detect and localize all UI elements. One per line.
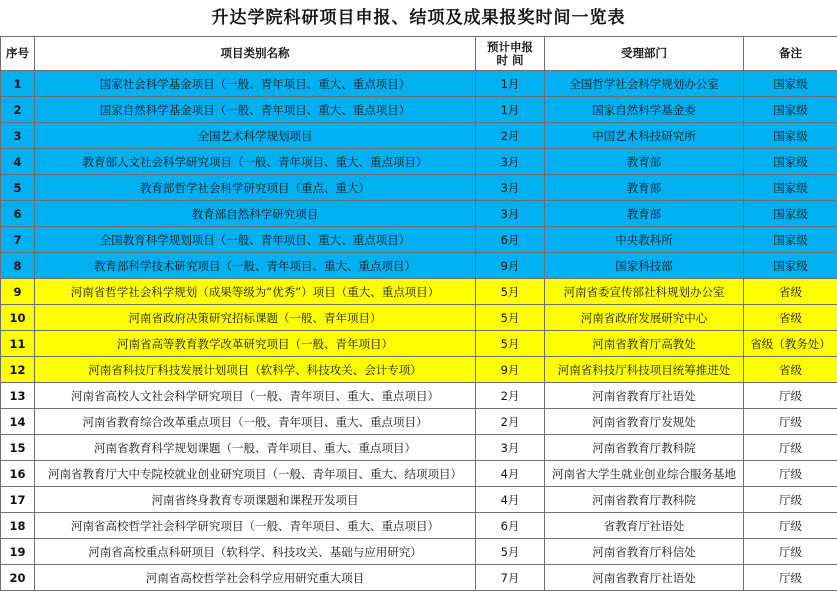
cell-no[interactable]: 18 bbox=[1, 513, 35, 539]
cell-time[interactable]: 1月 bbox=[476, 97, 545, 123]
cell-name[interactable]: 教育部自然科学研究项目 bbox=[35, 201, 476, 227]
cell-dept[interactable]: 河南省大学生就业创业综合服务基地 bbox=[545, 461, 744, 487]
table-row bbox=[1, 97, 837, 123]
table-row bbox=[1, 175, 837, 201]
project-table bbox=[0, 36, 837, 591]
cell-time[interactable]: 7月 bbox=[476, 565, 545, 591]
cell-no[interactable]: 3 bbox=[1, 123, 35, 149]
cell-dept[interactable]: 河南省政府发展研究中心 bbox=[545, 305, 744, 331]
cell-time[interactable]: 1月 bbox=[476, 71, 545, 97]
header-time-line2: 时 间 bbox=[496, 52, 524, 67]
cell-time[interactable]: 3月 bbox=[476, 175, 545, 201]
cell-dept[interactable]: 河南省教育厅高教处 bbox=[545, 331, 744, 357]
cell-dept[interactable]: 教育部 bbox=[545, 149, 744, 175]
cell-no[interactable]: 6 bbox=[1, 201, 35, 227]
cell-time[interactable]: 3月 bbox=[476, 201, 545, 227]
cell-no[interactable]: 15 bbox=[1, 435, 35, 461]
cell-no[interactable]: 7 bbox=[1, 227, 35, 253]
cell-time[interactable]: 4月 bbox=[476, 461, 545, 487]
cell-note[interactable]: 厅级 bbox=[744, 435, 837, 461]
cell-time[interactable]: 3月 bbox=[476, 149, 545, 175]
cell-dept[interactable]: 河南省教育厅教科院 bbox=[545, 487, 744, 513]
cell-name[interactable]: 河南省教育综合改革重点项目（一般、青年项目、重大、重点项目） bbox=[35, 409, 476, 435]
header-name: 项目类别名称 bbox=[35, 37, 476, 71]
cell-note[interactable]: 国家级 bbox=[744, 175, 837, 201]
cell-name[interactable]: 河南省高校人文社会科学研究项目（一般、青年项目、重大、重点项目） bbox=[35, 383, 476, 409]
table-row bbox=[1, 279, 837, 305]
cell-dept[interactable]: 河南省教育厅发规处 bbox=[545, 409, 744, 435]
cell-time[interactable]: 5月 bbox=[476, 305, 545, 331]
table-row bbox=[1, 461, 837, 487]
cell-note[interactable]: 国家级 bbox=[744, 97, 837, 123]
cell-time[interactable]: 6月 bbox=[476, 227, 545, 253]
cell-dept[interactable]: 河南省委宣传部社科规划办公室 bbox=[545, 279, 744, 305]
cell-note[interactable]: 厅级 bbox=[744, 513, 837, 539]
cell-time[interactable]: 9月 bbox=[476, 253, 545, 279]
cell-time[interactable]: 5月 bbox=[476, 279, 545, 305]
cell-no[interactable]: 2 bbox=[1, 97, 35, 123]
cell-no[interactable]: 11 bbox=[1, 331, 35, 357]
cell-no[interactable]: 12 bbox=[1, 357, 35, 383]
cell-name[interactable]: 全国教育科学规划项目（一般、青年项目、重大、重点项目） bbox=[35, 227, 476, 253]
table-row bbox=[1, 227, 837, 253]
table-row bbox=[1, 71, 837, 97]
cell-no[interactable]: 20 bbox=[1, 565, 35, 591]
header-note: 备注 bbox=[744, 37, 837, 71]
cell-dept[interactable]: 国家科技部 bbox=[545, 253, 744, 279]
cell-dept[interactable]: 教育部 bbox=[545, 175, 744, 201]
cell-dept[interactable]: 河南省教育厅教科院 bbox=[545, 435, 744, 461]
cell-time[interactable]: 5月 bbox=[476, 331, 545, 357]
cell-time[interactable]: 9月 bbox=[476, 357, 545, 383]
cell-no[interactable]: 10 bbox=[1, 305, 35, 331]
cell-note[interactable]: 厅级 bbox=[744, 461, 837, 487]
cell-name[interactable]: 教育部科学技术研究项目（一般、青年项目、重大、重点项目） bbox=[35, 253, 476, 279]
cell-name[interactable]: 河南省高等教育教学改革研究项目（一般、青年项目） bbox=[35, 331, 476, 357]
cell-time[interactable]: 4月 bbox=[476, 487, 545, 513]
cell-no[interactable]: 9 bbox=[1, 279, 35, 305]
cell-dept[interactable]: 中国艺术科技研究所 bbox=[545, 123, 744, 149]
cell-dept[interactable]: 河南省教育厅科信处 bbox=[545, 539, 744, 565]
cell-note[interactable]: 厅级 bbox=[744, 409, 837, 435]
table-row bbox=[1, 149, 837, 175]
table-row bbox=[1, 331, 837, 357]
cell-note[interactable]: 省级 bbox=[744, 357, 837, 383]
table-row bbox=[1, 305, 837, 331]
cell-dept[interactable]: 教育部 bbox=[545, 201, 744, 227]
cell-no[interactable]: 8 bbox=[1, 253, 35, 279]
cell-note[interactable]: 厅级 bbox=[744, 539, 837, 565]
table-row bbox=[1, 383, 837, 409]
cell-dept[interactable]: 河南省教育厅社语处 bbox=[545, 565, 744, 591]
cell-no[interactable]: 16 bbox=[1, 461, 35, 487]
cell-time[interactable]: 2月 bbox=[476, 409, 545, 435]
cell-name[interactable]: 国家自然科学基金项目（一般、青年项目、重大、重点项目） bbox=[35, 97, 476, 123]
cell-name[interactable]: 全国艺术科学规划项目 bbox=[35, 123, 476, 149]
cell-note[interactable]: 厅级 bbox=[744, 487, 837, 513]
cell-no[interactable]: 13 bbox=[1, 383, 35, 409]
cell-note[interactable]: 省级 bbox=[744, 305, 837, 331]
cell-no[interactable]: 1 bbox=[1, 71, 35, 97]
table-row bbox=[1, 123, 837, 149]
cell-name[interactable]: 河南省高校哲学社会科学应用研究重大项目 bbox=[35, 565, 476, 591]
cell-note[interactable]: 国家级 bbox=[744, 227, 837, 253]
cell-note[interactable]: 国家级 bbox=[744, 123, 837, 149]
cell-note[interactable]: 国家级 bbox=[744, 253, 837, 279]
cell-name[interactable]: 河南省高校哲学社会科学研究项目（一般、青年项目、重大、重点项目） bbox=[35, 513, 476, 539]
cell-name[interactable]: 河南省哲学社会科学规划（成果等级为“优秀”）项目（重大、重点项目） bbox=[35, 279, 476, 305]
header-time-line1: 预计申报 bbox=[487, 39, 533, 54]
cell-dept[interactable]: 国家自然科学基金委 bbox=[545, 97, 744, 123]
header-row bbox=[1, 37, 837, 71]
cell-note[interactable]: 国家级 bbox=[744, 149, 837, 175]
cell-no[interactable]: 14 bbox=[1, 409, 35, 435]
table-row bbox=[1, 487, 837, 513]
cell-note[interactable]: 国家级 bbox=[744, 71, 837, 97]
cell-name[interactable]: 教育部人文社会科学研究项目（一般、青年项目、重大、重点项目） bbox=[35, 149, 476, 175]
table-row bbox=[1, 357, 837, 383]
cell-name[interactable]: 教育部哲学社会科学研究项目（重点、重大） bbox=[35, 175, 476, 201]
table-row bbox=[1, 435, 837, 461]
sheet-title: 升达学院科研项目申报、结项及成果报奖时间一览表 bbox=[211, 8, 626, 28]
table-row bbox=[1, 409, 837, 435]
cell-dept[interactable]: 河南省科技厅科技项目统筹推进处 bbox=[545, 357, 744, 383]
cell-note[interactable]: 厅级 bbox=[744, 565, 837, 591]
cell-no[interactable]: 17 bbox=[1, 487, 35, 513]
header-time bbox=[476, 37, 545, 71]
cell-dept[interactable]: 河南省教育厅社语处 bbox=[545, 383, 744, 409]
cell-name[interactable]: 河南省终身教育专项课题和课程开发项目 bbox=[35, 487, 476, 513]
cell-name[interactable]: 河南省政府决策研究招标课题（一般、青年项目） bbox=[35, 305, 476, 331]
cell-no[interactable]: 19 bbox=[1, 539, 35, 565]
cell-note[interactable]: 省级 bbox=[744, 279, 837, 305]
cell-dept[interactable]: 全国哲学社会科学规划办公室 bbox=[545, 71, 744, 97]
header-no: 序号 bbox=[1, 37, 35, 71]
cell-time[interactable]: 5月 bbox=[476, 539, 545, 565]
cell-time[interactable]: 6月 bbox=[476, 513, 545, 539]
table-row bbox=[1, 201, 837, 227]
cell-dept[interactable]: 省教育厅社语处 bbox=[545, 513, 744, 539]
table-row bbox=[1, 539, 837, 565]
table-row bbox=[1, 513, 837, 539]
table-row bbox=[1, 253, 837, 279]
cell-note[interactable]: 国家级 bbox=[744, 201, 837, 227]
cell-time[interactable]: 3月 bbox=[476, 435, 545, 461]
cell-name[interactable]: 国家社会科学基金项目（一般、青年项目、重大、重点项目） bbox=[35, 71, 476, 97]
cell-dept[interactable]: 中央教科所 bbox=[545, 227, 744, 253]
cell-name[interactable]: 河南省教育科学规划课题（一般、青年项目、重大、重点项目） bbox=[35, 435, 476, 461]
cell-no[interactable]: 4 bbox=[1, 149, 35, 175]
cell-no[interactable]: 5 bbox=[1, 175, 35, 201]
cell-name[interactable]: 河南省高校重点科研项目（软科学、科技攻关、基础与应用研究） bbox=[35, 539, 476, 565]
cell-time[interactable]: 2月 bbox=[476, 383, 545, 409]
cell-note[interactable]: 省级（教务处） bbox=[744, 331, 837, 357]
cell-name[interactable]: 河南省科技厅科技发展计划项目（软科学、科技攻关、会计专项） bbox=[35, 357, 476, 383]
cell-time[interactable]: 2月 bbox=[476, 123, 545, 149]
header-dept: 受理部门 bbox=[545, 37, 744, 71]
table-row bbox=[1, 565, 837, 591]
cell-name[interactable]: 河南省教育厅大中专院校就业创业研究项目（一般、青年项目、重大、结项项目） bbox=[35, 461, 476, 487]
cell-note[interactable]: 厅级 bbox=[744, 383, 837, 409]
